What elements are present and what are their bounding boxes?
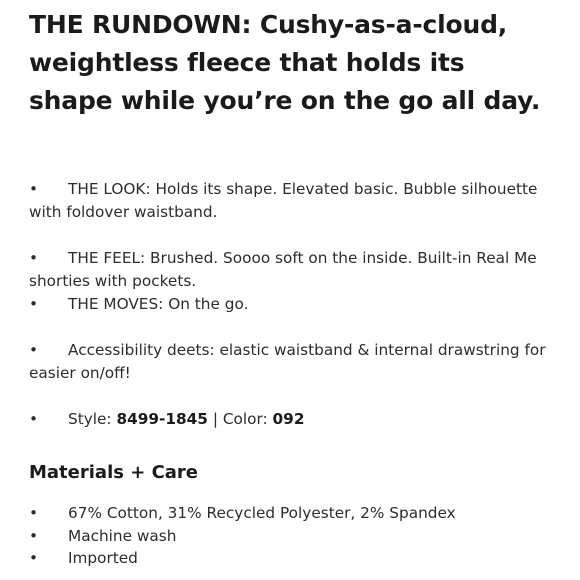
- bullet-dot: •: [29, 504, 39, 522]
- separator: |: [207, 410, 223, 428]
- color-value: 092: [272, 410, 305, 428]
- care-instruction: [29, 525, 554, 548]
- style-label: Style:: [68, 410, 117, 428]
- bullet-dot: •: [29, 341, 39, 359]
- materials-care-title: Materials + Care: [29, 462, 199, 483]
- spacer: [29, 385, 554, 408]
- feature-list: [29, 178, 554, 431]
- bullet-dot: •: [29, 180, 39, 198]
- feature-moves: [29, 293, 554, 316]
- feature-accessibility-text: Accessibility deets: elastic waistband & internal drawstring for easier on/off!: [29, 341, 546, 382]
- bullet-dot: •: [29, 295, 39, 313]
- feature-accessibility: [29, 339, 554, 385]
- feature-look-text: THE LOOK: Holds its shape. Elevated basic. Bubble silhouette with foldover waistband.: [29, 180, 538, 221]
- materials-care-list: [29, 502, 554, 570]
- bullet-dot: •: [29, 410, 39, 428]
- material-composition: [29, 502, 554, 525]
- style-color-line: [29, 408, 554, 431]
- origin-info: [29, 547, 554, 570]
- care-text: Machine wash: [68, 526, 177, 545]
- material-text: 67% Cotton, 31% Recycled Polyester, 2% Spandex: [68, 504, 456, 522]
- origin-text: Imported: [68, 549, 138, 568]
- spacer: [29, 224, 554, 247]
- bullet-dot: •: [29, 249, 39, 267]
- feature-feel-text: THE FEEL: Brushed. Soooo soft on the inside. Built-in Real Me shorties with pockets.: [29, 249, 537, 290]
- bullet-dot: •: [29, 549, 39, 568]
- color-label: Color:: [222, 410, 273, 428]
- style-value: 8499-1845: [116, 410, 208, 428]
- feature-feel: [29, 247, 554, 293]
- rundown-headline: THE RUNDOWN: Cushy-as-a-cloud, weightless fleece that holds its shape while you’re on the go all day.: [29, 10, 541, 115]
- bullet-dot: •: [29, 526, 39, 545]
- spacer: [29, 316, 554, 339]
- feature-look: [29, 178, 554, 224]
- feature-moves-text: THE MOVES: On the go.: [68, 295, 249, 313]
